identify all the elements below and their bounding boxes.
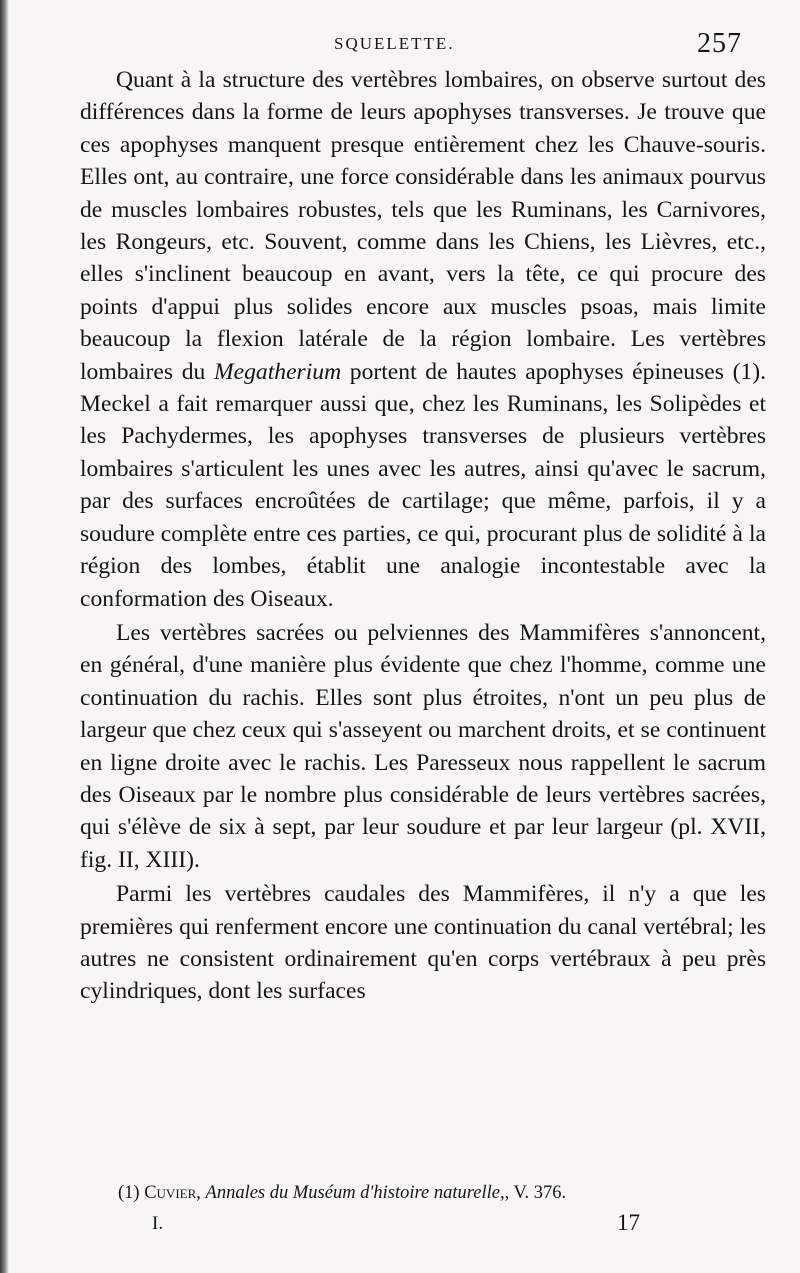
footnote-title: Annales du Muséum d'histoire naturelle,: [205, 1183, 505, 1203]
running-head: [0, 28, 800, 64]
paragraph-lumbar: [80, 64, 766, 615]
paragraph-sacral: Les vertèbres sacrées ou pelviennes des Mammifères s'annoncent, en général, d'une manière plus évidente que chez l'homme, comme une continuation du rachis. Elles sont plus étroites, n'ont un peu plus de largeur que chez ceux qui s'asseyent ou marchent droits, et se continuent en ligne droite avec le rachis. Les Paresseux nous rappellent le sacrum des Oiseaux par le nombre plus considérable de leurs vertèbres sacrées, qui s'élève de six à sept, par leur soudure et par leur largeur (pl. XVII, fig. II, XIII).: [80, 619, 766, 873]
megatherium-term: Megatherium: [214, 358, 342, 385]
footnote-marker: (1): [118, 1183, 140, 1203]
page-binding-edge: [0, 0, 9, 1273]
footnote-author: Cuvier,: [144, 1183, 201, 1203]
signature-mark: I.: [152, 1213, 164, 1234]
footnote-reference: , V. 376.: [504, 1183, 567, 1203]
body-text: [80, 64, 766, 1008]
paragraph-lumbar-text-2: portent de hautes apophyses épineuses (1). Meckel a fait remarquer aussi que, chez les Ruminans, les Solipèdes et les Pachydermes, les apophyses transverses de plusieurs vertèbres lombaires s'articulent les unes avec les autres, ainsi qu'avec le sacrum, par des surfaces encroûtées de cartilage; que même, parfois, il y a soudure complète entre ces parties, ce qui, procurant plus de solidité à la région des lombes, établit une analogie incontestable avec la conformation des Oiseaux.: [80, 358, 766, 612]
running-title: SQUELETTE.: [334, 34, 455, 53]
page-number: 257: [697, 28, 742, 59]
signature-number: 17: [617, 1210, 640, 1235]
footnote: [118, 1180, 758, 1206]
paragraph-caudal: Parmi les vertèbres caudales des Mammifères, il n'y a que les premières qui renferment encore une continuation du canal vertébral; les autres ne consistent ordinairement qu'en corps vertébraux à peu près cylindriques, dont les surfaces: [80, 881, 766, 1005]
paragraph-lumbar-text-1: Quant à la structure des vertèbres lombaires, on observe surtout des différences dans la forme de leurs apophyses transverses. Je trouve que ces apophyses manquent presque entièrement chez les Chauve-souris. Elles ont, au contraire, une force considérable dans les animaux pourvus de muscles lombaires robustes, tels que les Ruminans, les Carnivores, les Rongeurs, etc. Souvent, comme dans les Chiens, les Lièvres, etc., elles s'inclinent beaucoup en avant, vers la tête, ce qui procure des points d'appui plus solides encore aux muscles psoas, mais limite beaucoup la flexion latérale de la région lombaire. Les vertèbres lombaires du: [80, 67, 766, 385]
